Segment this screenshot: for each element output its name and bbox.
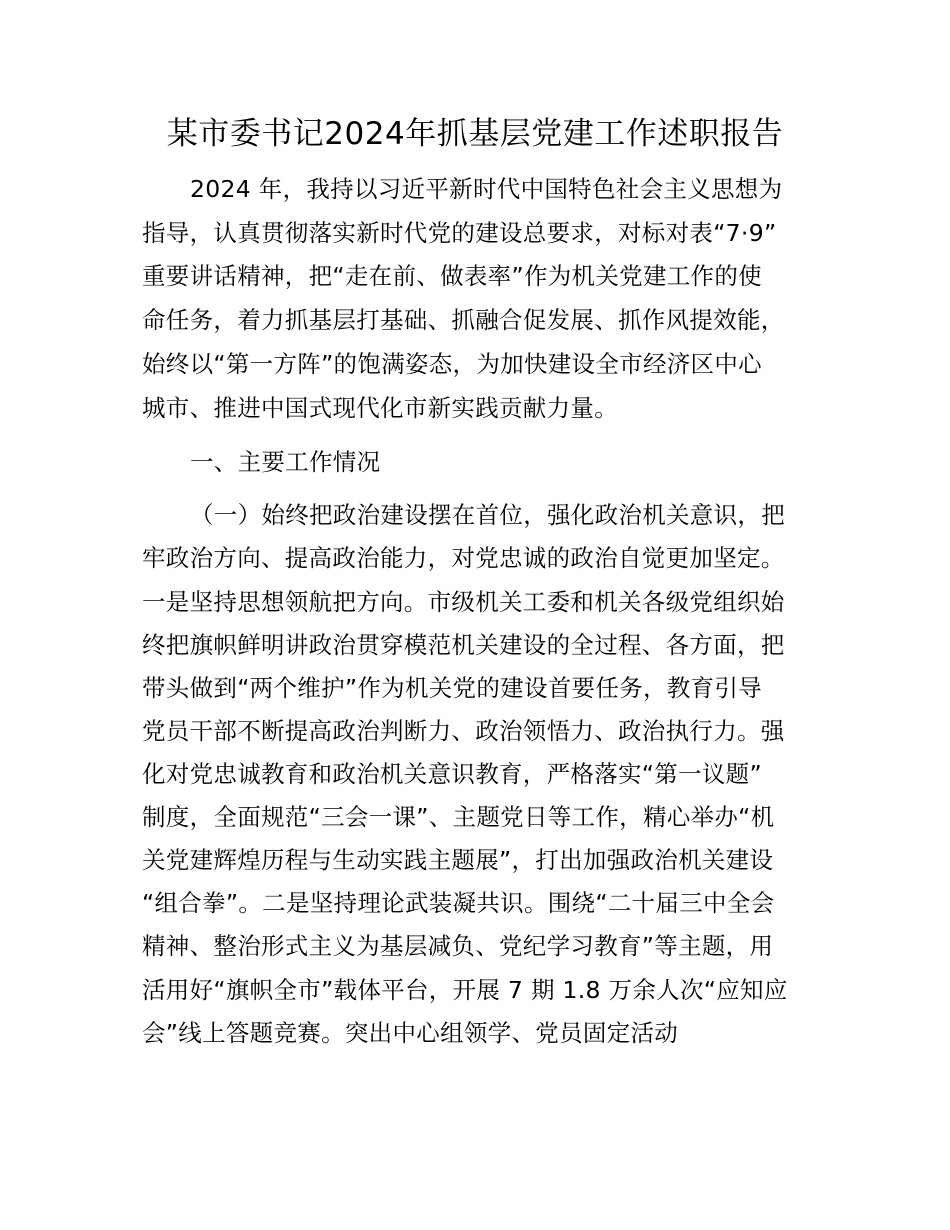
body-line-9: 牢政治方向、提高政治能力，对党忠诚的政治自觉更加坚定。 xyxy=(142,544,785,572)
body-line-15: 制度，全面规范“三会一课”、主题党日等工作，精心举办“机 xyxy=(142,803,775,831)
body-line-19: 活用好“旗帜全市”载体平台，开展 7 期 1.8 万余人次“应知应 xyxy=(142,976,788,1004)
body-line-12: 带头做到“两个维护”作为机关党的建设首要任务，教育引导 xyxy=(142,674,762,702)
body-line-13: 党员干部不断提高政治判断力、政治领悟力、政治执行力。强 xyxy=(142,717,785,745)
body-line-14: 化对党忠诚教育和政治机关意识教育，严格落实“第一议题” xyxy=(142,760,762,788)
body-line-16: 关党建辉煌历程与生动实践主题展”，打出加强政治机关建设 xyxy=(142,846,774,874)
body-line-20: 会”线上答题竞赛。突出中心组领学、党员固定活动 xyxy=(142,1019,679,1047)
body-line-11: 终把旗帜鲜明讲政治贯穿模范机关建设的全过程、各方面，把 xyxy=(142,631,785,659)
body-line-5: 始终以“第一方阵”的饱满姿态，为加快建设全市经济区中心 xyxy=(142,350,762,378)
body-line-3: 重要讲话精神，把“走在前、做表率”作为机关党建工作的使 xyxy=(142,262,762,290)
body-line-8: （一）始终把政治建设摆在首位，强化政治机关意识，把 xyxy=(190,501,785,529)
body-line-10: 一是坚持思想领航把方向。市级机关工委和机关各级党组织始 xyxy=(142,588,785,616)
document-title: 某市委书记2024年抓基层党建工作述职报告 xyxy=(166,116,784,152)
body-line-2: 指导，认真贯彻落实新时代党的建设总要求，对标对表“7·9” xyxy=(142,219,777,247)
body-line-17: “组合拳”。二是坚持理论武装凝共识。围绕“二十届三中全会 xyxy=(142,889,775,917)
body-line-1: 2024 年，我持以习近平新时代中国特色社会主义思想为 xyxy=(190,175,783,203)
body-line-4: 命任务，着力抓基层打基础、抓融合促发展、抓作风提效能， xyxy=(142,306,785,334)
body-line-18: 精神、整治形式主义为基层减负、党纪学习教育”等主题，用 xyxy=(142,932,774,960)
body-line-6: 城市、推进中国式现代化市新实践贡献力量。 xyxy=(142,394,618,422)
section-heading: 一、主要工作情况 xyxy=(190,448,381,476)
